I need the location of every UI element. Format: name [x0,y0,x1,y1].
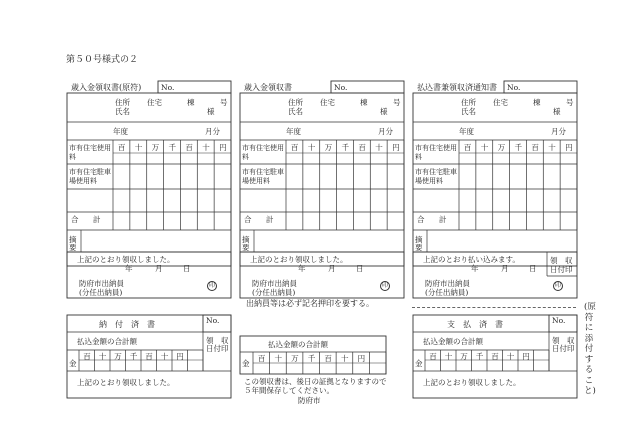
honorific-label: 様 [553,107,561,116]
amount-digit-header: 百 [145,352,153,361]
payment-digit-header: 百 [429,352,437,361]
seal-mark: 印 [381,282,388,289]
paid-datestamp-label: 日付印 [206,344,229,353]
officer-label: 防府市出納員 [425,279,470,288]
date-month: 月 [328,264,336,273]
fiscal-year-label: 年度 [459,127,474,136]
amount-digit-header: 十 [98,352,107,361]
receipt-digit-header: 十 [274,354,282,363]
receipt-digit-header: 円 [357,354,366,363]
number-label: No. [161,83,175,92]
payment-receipt-text: 上記のとおり領収しました。 [423,378,521,387]
amount-prefix: 金 [69,359,77,368]
deputy-officer-label: (分任出納員) [425,288,469,297]
digit-header: 万 [497,143,506,152]
receipt-text: 上記のとおり領収しました。 [77,255,175,264]
digit-header: 円 [392,143,400,152]
digit-header: 百 [531,143,539,152]
date-year: 年 [471,264,479,273]
address-label: 住所 [461,98,476,107]
digit-header: 千 [168,143,176,152]
honorific-label: 様 [207,107,215,116]
summary-label-b: 要 [69,243,77,252]
summary-label-b: 要 [242,243,250,252]
keep-note-line1: この領収書は、後日の証拠となりますので [244,377,387,386]
paid-receipt-text: 上記のとおり領収しました。 [77,378,175,387]
fiscal-year-label: 年度 [286,127,301,136]
receipt-text: 上記のとおり払い込みます。 [423,255,520,264]
month-label: 月分 [205,127,220,136]
signature-note: 出納員等は必ず記名押印を要する。 [246,299,374,308]
payment-sum-label: 払込金額の合計額 [423,337,483,346]
deputy-officer-label: (分任出納員) [252,288,296,297]
digit-header: 十 [134,143,143,152]
row-parking-fee: 市有住宅駐車場使用料 [242,168,284,185]
fiscal-year-label: 年度 [113,127,128,136]
officer-label: 防府市出納員 [252,279,297,288]
date-month: 月 [501,264,509,273]
receipt-digit-header: 千 [307,354,316,363]
date-year: 年 [125,264,133,273]
panel-title: 歳入金領収書 [244,83,292,92]
paid-no-label: No. [206,316,220,325]
total-label-a: 合 [71,215,79,224]
summary-label-a: 摘 [69,235,77,244]
digit-header: 千 [341,143,349,152]
digit-header: 十 [548,143,556,152]
digit-header: 万 [324,143,333,152]
receipt-digit-header: 百 [257,354,266,363]
seal-mark: 印 [554,282,561,289]
receipt-digit-header: 万 [291,354,299,363]
digit-header: 百 [358,143,366,152]
received-stamp-label: 領 収 [550,256,573,265]
payment-digit-header: 百 [491,352,499,361]
building-label: 棟 [187,98,195,107]
date-month: 月 [155,264,163,273]
payment-amount-prefix: 金 [415,359,423,368]
digit-header: 百 [290,143,299,152]
summary-label-a: 摘 [415,235,423,244]
date-day: 日 [529,264,537,273]
payment-digit-header: 十 [506,352,515,361]
officer-label: 防府市出納員 [79,279,124,288]
digit-header: 円 [565,143,573,152]
amount-digit-header: 千 [129,352,138,361]
payment-slip-title: 支 払 済 書 [447,320,503,329]
seal-mark: 印 [208,282,215,289]
paid-stamp-label: 領 収 [206,336,229,345]
amount-digit-header: 万 [114,352,122,361]
row-housing-fee: 市有住宅使用料 [242,144,284,161]
date-year: 年 [298,264,306,273]
summary-label-b: 要 [415,243,423,252]
date-day: 日 [183,264,191,273]
row-parking-fee: 市有住宅駐車場使用料 [415,168,457,185]
month-label: 月分 [378,127,393,136]
address-label: 住所 [288,98,303,107]
building-label: 棟 [533,98,541,107]
digit-header: 円 [219,143,227,152]
payment-no-label: No. [552,316,566,325]
house-label: 住宅 [147,98,162,107]
house-label: 住宅 [493,98,508,107]
digit-header: 十 [307,143,316,152]
digit-header: 十 [202,143,210,152]
attach-note: (原符に添付すること) [584,302,596,396]
receipt-amount-prefix: 金 [242,359,250,368]
row-housing-fee: 市有住宅使用料 [69,144,111,161]
number-label: No. [507,83,521,92]
total-label-b: 計 [439,215,447,224]
digit-header: 百 [117,143,126,152]
paid-sum-label: 払込金額の合計額 [77,337,137,346]
receipt-sum-label: 払込金額の合計額 [268,340,328,349]
payment-digit-header: 十 [444,352,453,361]
payment-digit-header: 万 [460,352,468,361]
summary-label-a: 摘 [242,235,250,244]
total-label-b: 計 [266,215,274,224]
payment-digit-header: 千 [475,352,484,361]
number-label: No. [334,83,348,92]
digit-header: 千 [514,143,522,152]
date-day: 日 [356,264,364,273]
receipt-digit-header: 百 [324,354,332,363]
receipt-text: 上記のとおり領収しました。 [250,255,348,264]
house-label: 住宅 [320,98,335,107]
digit-header: 万 [151,143,160,152]
city-name: 防府市 [298,396,321,405]
date-stamp-label: 日付印 [550,265,573,274]
panel-title: 払込書兼領収済通知書 [417,83,497,92]
number-unit-label: 号 [566,98,574,107]
number-unit-label: 号 [393,98,401,107]
amount-digit-header: 百 [83,352,91,361]
building-label: 棟 [360,98,368,107]
panel-title: 歳入金領収書(原符) [71,83,142,92]
payment-digit-header: 円 [522,352,530,361]
paid-slip-title: 納 付 済 書 [99,320,155,329]
deputy-officer-label: (分任出納員) [79,288,123,297]
month-label: 月分 [551,127,566,136]
name-label: 氏名 [288,107,303,116]
total-label-b: 計 [93,215,101,224]
row-housing-fee: 市有住宅使用料 [415,144,457,161]
digit-header: 十 [375,143,383,152]
payment-stamp-label: 領 収 [552,336,575,345]
digit-header: 十 [480,143,489,152]
row-parking-fee: 市有住宅駐車場使用料 [69,168,111,185]
amount-digit-header: 十 [160,352,169,361]
address-label: 住所 [115,98,130,107]
form-number: 第５０号様式の２ [66,55,139,65]
receipt-digit-header: 十 [340,354,349,363]
payment-datestamp-label: 日付印 [552,344,575,353]
total-label-a: 合 [417,215,425,224]
digit-header: 百 [463,143,472,152]
number-unit-label: 号 [220,98,228,107]
honorific-label: 様 [380,107,388,116]
amount-digit-header: 円 [176,352,184,361]
name-label: 氏名 [115,107,130,116]
total-label-a: 合 [244,215,252,224]
keep-note-line2: ５年間保存してください。 [244,386,334,395]
name-label: 氏名 [461,107,476,116]
digit-header: 百 [185,143,193,152]
